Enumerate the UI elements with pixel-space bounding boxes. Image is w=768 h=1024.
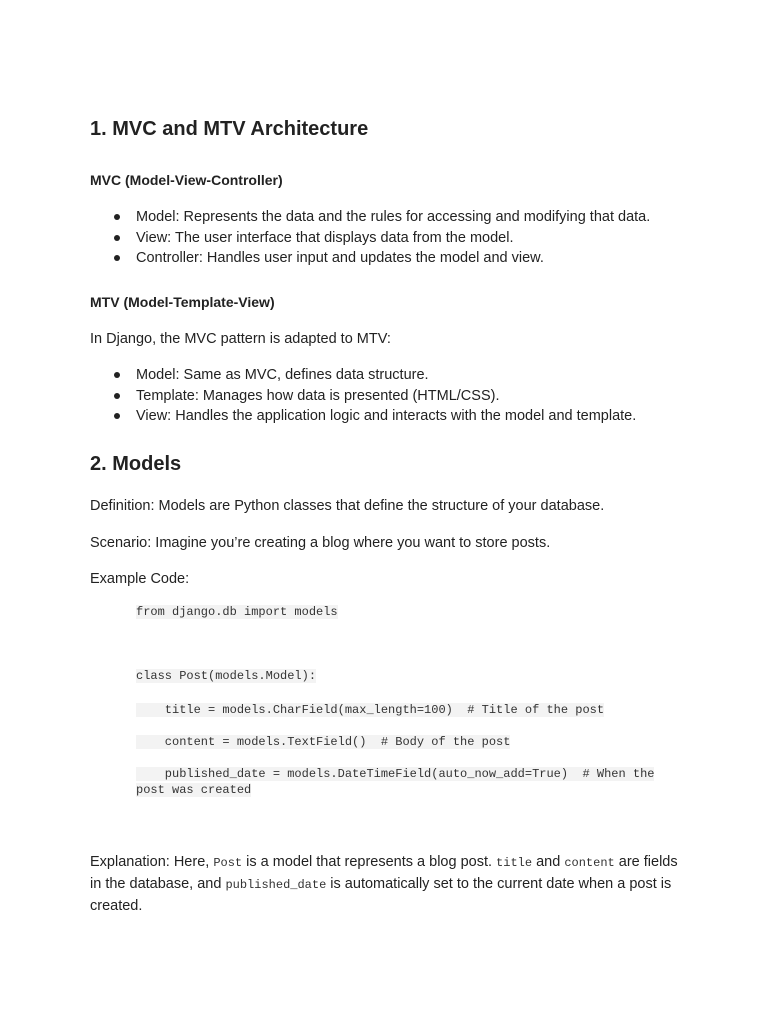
code-line — [136, 668, 676, 684]
list-item: Template: Manages how data is presented (HTML/CSS). — [90, 386, 710, 407]
inline-code-content: content — [564, 856, 615, 870]
inline-code-title: title — [496, 856, 533, 870]
code-line — [136, 766, 676, 798]
models-explanation — [90, 852, 680, 917]
code-line — [136, 734, 676, 750]
code-text: post was created — [136, 783, 252, 797]
list-item: View: Handles the application logic and interacts with the model and template. — [90, 406, 710, 427]
inline-code-published-date: published_date — [225, 878, 327, 892]
list-item: View: The user interface that displays data from the model. — [90, 228, 710, 249]
explanation-text: are fields in the database, and — [90, 854, 678, 892]
code-line — [136, 702, 676, 718]
list-item: Controller: Handles user input and updates the model and view. — [90, 248, 710, 269]
mtv-list — [90, 365, 710, 427]
explanation-text: is a model that represents a blog post. — [242, 854, 497, 870]
code-text: published_date = models.DateTimeField(auto_now_add=True) # When the — [136, 767, 655, 781]
section-2-title: 2. Models — [90, 453, 182, 475]
explanation-text: Explanation: Here, — [90, 854, 214, 870]
section-1-title: 1. MVC and MTV Architecture — [90, 118, 369, 140]
models-scenario: Scenario: Imagine you’re creating a blog where you want to store posts. — [90, 535, 551, 551]
explanation-text: is automatically set to the current date when a post is created. — [90, 876, 672, 914]
code-text: content = models.TextField() # Body of the post — [136, 735, 511, 749]
code-text: from django.db import models — [136, 605, 338, 619]
list-item: Model: Represents the data and the rules for accessing and modifying that data. — [90, 207, 710, 228]
models-definition: Definition: Models are Python classes that define the structure of your database. — [90, 498, 605, 514]
code-text: class Post(models.Model): — [136, 669, 317, 683]
inline-code-post: Post — [213, 856, 243, 870]
code-text: title = models.CharField(max_length=100) # Title of the post — [136, 703, 605, 717]
mtv-intro: In Django, the MVC pattern is adapted to MTV: — [90, 331, 391, 347]
mtv-heading: MTV (Model-Template-View) — [90, 294, 275, 310]
example-code-label: Example Code: — [90, 571, 190, 587]
explanation-text: and — [532, 854, 565, 870]
mvc-heading: MVC (Model-View-Controller) — [90, 172, 283, 188]
code-line — [136, 604, 676, 620]
mvc-list — [90, 207, 710, 269]
list-item: Model: Same as MVC, defines data structure. — [90, 365, 710, 386]
